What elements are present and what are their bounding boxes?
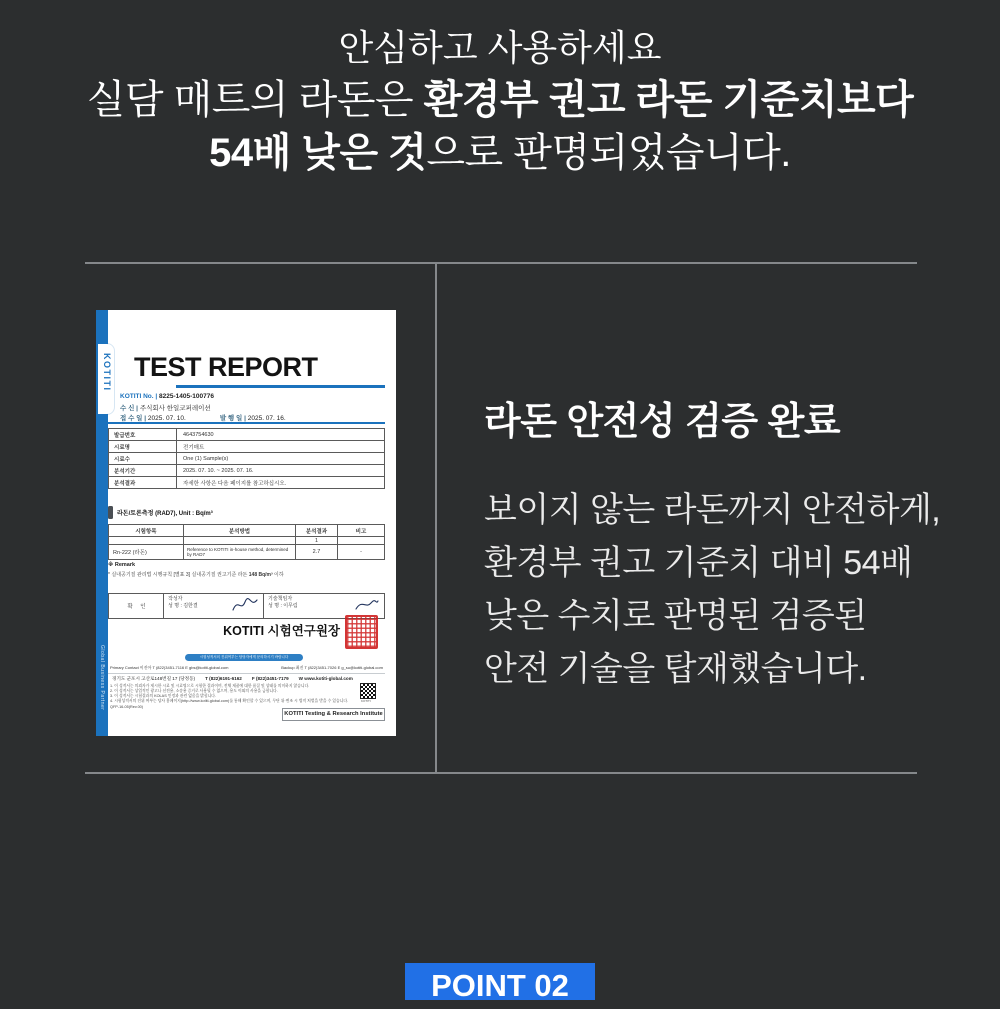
qr-caption: KOTITI [361,699,371,703]
primary-contact: Primary Contact 이진아 T (822)3451-7116 E gbs@kotiti-global.com [110,665,229,670]
row-value: 자세한 사항은 다음 페이지를 참고하십시오. [176,477,384,488]
method-cell: Reference to KOTITI in-house method, determined by RAD7 [183,545,295,559]
receive-date-value: 2025. 07. 10. [147,415,186,422]
disclaimer-line: 2. 이 성적서는 상업적인 광고나 선전용, 소송용 증거로 사용될 수 없으며, 용도 이외의 사용을 금합니다. [110,688,278,693]
point-02-badge: POINT 02 [405,963,595,1000]
row-label: 분석결과 [114,480,136,487]
col-note: 비고 [337,525,384,536]
footer-disclaimers [110,684,352,704]
item-cell: Rn-222 (라돈) [113,550,147,556]
headline-line3 [0,127,1000,180]
remark-text [108,571,284,578]
section-title: 라돈/토론측정 (RAD7), Unit : Bq/m³ [117,511,213,517]
receive-date-label: 접 수 일 | [120,415,147,422]
recipient-value: 주식회사 한일코퍼레이션 [139,405,211,412]
divider-bottom [85,772,917,774]
empty-cell [337,537,384,544]
disclaimer-line: 4. 시험성적서의 진위 여부는 당사 홈페이지(http://www.kotiti-global.com)를 통해 확인할 수 있으며, 무단 위·변조 시 법적 처벌을 받을 수 있습니다. [110,698,349,703]
issue-date-value: 2025. 07. 16. [247,415,286,422]
table-row [109,465,384,477]
report-title-report: REPORT [208,352,318,382]
kotiti-side-tab [98,344,114,414]
divider-vertical [435,262,437,774]
row-value: 전기매트 [176,441,384,452]
fax-text: F (822)3451-7179 [251,676,289,681]
tech-name: 성 명 : 이무림 [268,603,298,609]
report-number-value: 8225-1405-100776 [159,393,214,400]
empty-cell [109,537,183,544]
signature-table [108,593,385,619]
row-label: 시료수 [114,456,130,463]
remark-bold: 148 Bq/m³ [248,572,273,578]
result-table-subrow [109,537,384,545]
empty-cell [183,537,295,544]
panel-title: 라돈 안전성 검증 완료 [484,401,841,443]
global-business-partner-label: Global Business Partner [99,644,105,710]
disclaimer-line: 1. 이 성적서는 의뢰자가 제시한 시료 및 시료명으로 시험한 결과이며, 전체 제품에 대한 품질 및 상태를 의미하지 않습니다. [110,684,310,688]
header-blue-rule [108,422,385,424]
remark-title: ※ Remark [108,562,136,568]
backup-contact: Backup 최진 T (822)3451-7026 E g_su@kotiti-global.com [281,665,383,670]
footer-rule [108,673,385,674]
col-method: 분석방법 [183,525,295,536]
footer-contact-line [110,665,383,671]
report-title-test: TEST [134,352,202,382]
table-row [109,477,384,489]
panel-body [484,484,940,696]
report-dates-line [120,413,286,422]
address-text: 경기도 군포시 고산로148번길 17 (당정동) [112,676,196,681]
row-value: 4643754630 [176,429,384,440]
panel-body-line: 환경부 권고 기준치 대비 54배 [484,544,913,582]
web-text: W www.kotiti-global.com [298,676,353,681]
headline-line1: 안심하고 사용하세요 [338,27,662,68]
result-cell: 2.7 [295,545,337,559]
sample-no-cell: 1 [295,537,337,544]
row-label: 분석기간 [114,468,136,475]
row-label: 시료명 [114,444,130,451]
headline-line2 [0,74,1000,127]
row-value: 2025. 07. 10. ~ 2025. 07. 16. [176,465,384,476]
institute-box: KOTITI Testing & Research Institute [282,708,385,721]
sample-info-table [108,428,385,489]
document-code: QFP-16-05(Rev.00) [110,705,144,709]
recipient-label: 수 신 | [120,405,138,412]
headline-line2-bold: 환경부 권고 라돈 기준치보다 [423,78,914,122]
footer-address-line [112,676,353,682]
headline-line2-regular: 실담 매트의 라돈은 [86,78,424,122]
col-item: 시험항목 [135,528,157,535]
report-recipient-line [120,403,211,412]
tech-signature-icon [354,597,380,613]
disclaimer-line: 3. 이 성적서는 시험결과의 KOLAS 인정과 관련 없음을 밝힙니다. [110,693,217,698]
tel-text: T (822)6191-6162 [205,676,242,681]
confirm-cell: 확 인 [127,603,149,610]
col-result: 분석결과 [295,525,337,536]
headline [0,22,1000,180]
test-report-document [96,310,396,736]
report-number-line [120,393,214,400]
table-row [109,429,384,441]
panel-body-line: 낮은 수치로 판명된 검증된 [484,597,867,635]
writer-label: 작성자 [168,596,183,602]
panel-body-line: 보이지 않는 라돈까지 안전하게, [484,491,941,529]
footer-notice-pill: 시험성적서의 진위여부는 담당자에게 문의하시기 바랍니다 [185,654,303,661]
report-number-label: KOTITI No. | [120,393,158,400]
result-table-row [109,545,384,559]
note-cell: - [337,545,384,559]
report-title-underline [176,385,385,388]
radon-section-header [108,506,213,519]
section-bar-icon [108,506,113,519]
qr-code [360,683,376,699]
report-title [134,352,318,383]
headline-line3-regular: 으로 판명되었습니다. [426,131,791,175]
headline-line3-bold: 54배 낮은 것 [209,131,427,175]
director-stamp-seal [345,615,378,649]
remark-pre: * 실내공기질 관리법 시행규칙 [별표 3] 실내공기질 권고기준 라돈 [108,572,249,578]
director-title: KOTITI 시험연구원장 [223,624,340,638]
radon-result-table [108,524,385,560]
writer-cell [163,594,263,618]
divider-top [85,262,917,264]
result-table-header [109,525,384,537]
writer-signature-icon [231,597,259,613]
row-value: One (1) Sample(s) [176,453,384,464]
tech-label: 기술책임자 [268,596,293,602]
panel-body-line: 안전 기술을 탑재했습니다. [484,650,867,688]
remark-post: 이하 [272,572,284,578]
table-row [109,453,384,465]
kotiti-side-tab-label: KOTITI [102,353,112,392]
writer-name: 성 명 : 김한결 [168,603,198,609]
table-row [109,441,384,453]
row-label: 발급번호 [114,432,136,439]
issue-date-label: 발 행 일 | [219,415,246,422]
